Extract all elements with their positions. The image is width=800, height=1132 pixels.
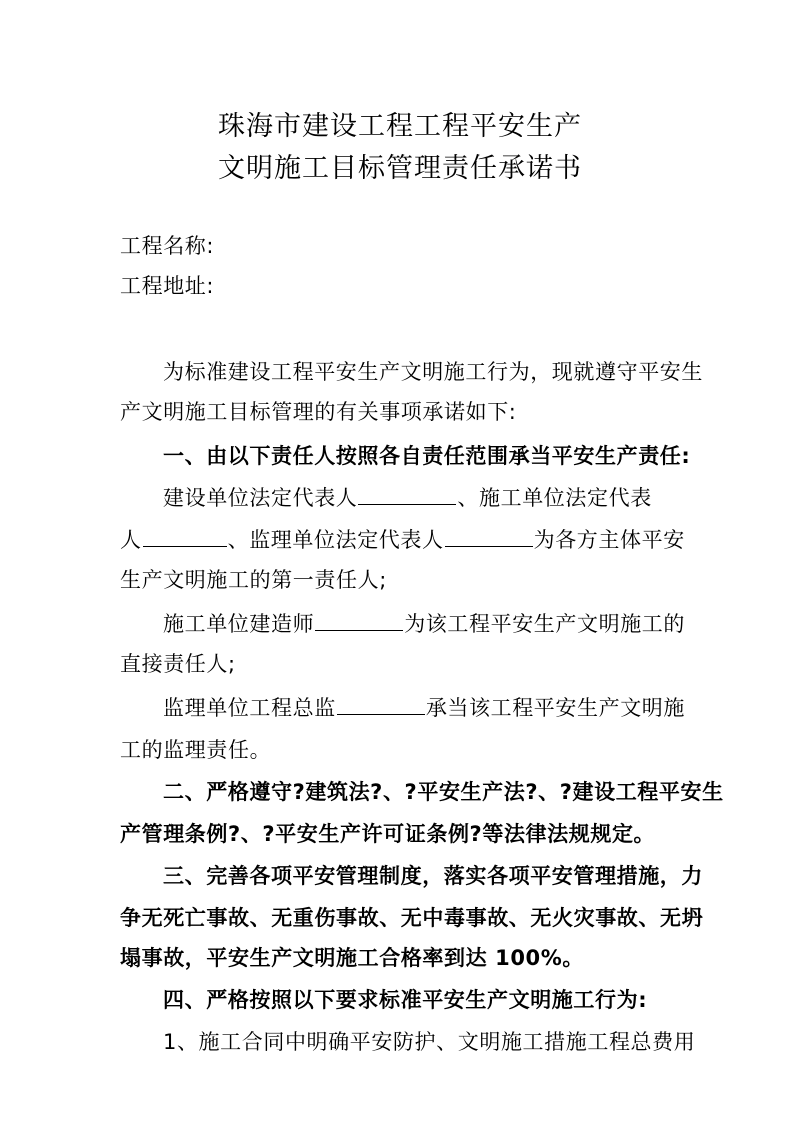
document-title-line-2: 文明施工目标管理责任承诺书 bbox=[218, 153, 582, 184]
section-1-para-2-line-1 bbox=[163, 608, 763, 638]
contractor-builder-label: 施工单位建造师 bbox=[163, 612, 315, 636]
contractor-legal-rep-label-end: 人 bbox=[120, 528, 142, 552]
section-2-line-1: 二、严格遵守?建筑法?、?平安生产法?、?建设工程平安生 bbox=[163, 780, 724, 804]
project-address-label: 工程地址: bbox=[120, 274, 215, 298]
section-1-para-1-line-3: 生产文明施工的第一责任人; bbox=[120, 568, 387, 592]
supervisor-legal-rep-blank bbox=[445, 526, 533, 547]
project-name-label: 工程名称: bbox=[120, 234, 215, 258]
intro-paragraph-line-1: 为标准建设工程平安生产文明施工行为，现就遵守平安生 bbox=[163, 360, 703, 384]
section-3-line-1: 三、完善各项平安管理制度，落实各项平安管理措施，力 bbox=[163, 864, 703, 888]
section-3-line-2: 争无死亡事故、无重伤事故、无中毒事故、无火灾事故、无坍 bbox=[120, 906, 704, 930]
supervisor-legal-rep-label: 、监理单位法定代表人 bbox=[227, 528, 444, 552]
construction-legal-rep-label: 建设单位法定代表人 bbox=[163, 486, 358, 510]
section-1-heading: 一、由以下责任人按照各自责任范围承当平安生产责任: bbox=[163, 444, 691, 468]
chief-supervisor-blank bbox=[337, 694, 425, 715]
section-2-line-2: 产管理条例?、?平安生产许可证条例?等法律法规规定。 bbox=[120, 822, 656, 846]
section-3-line-3: 塌事故，平安生产文明施工合格率到达 100%。 bbox=[120, 946, 584, 970]
direct-responsible-text: 为该工程平安生产文明施工的 bbox=[404, 612, 686, 636]
intro-paragraph-line-2: 产文明施工目标管理的有关事项承诺如下: bbox=[120, 400, 517, 424]
section-4-item-1: 1、施工合同中明确平安防护、文明施工措施工程总费用 bbox=[163, 1030, 696, 1054]
section-1-para-1-line-1 bbox=[163, 482, 763, 512]
section-1-para-2-line-2: 直接责任人; bbox=[120, 652, 236, 676]
supervision-responsibility-text: 承当该工程平安生产文明施 bbox=[425, 696, 686, 720]
chief-supervisor-label: 监理单位工程总监 bbox=[163, 696, 336, 720]
first-responsible-text: 为各方主体平安 bbox=[533, 528, 685, 552]
contractor-legal-rep-blank bbox=[143, 526, 227, 547]
section-1-para-3-line-2: 工的监理责任。 bbox=[120, 738, 272, 762]
section-4-heading: 四、严格按照以下要求标准平安生产文明施工行为: bbox=[163, 988, 648, 1012]
contractor-builder-blank bbox=[315, 610, 403, 631]
section-1-para-3-line-1 bbox=[163, 692, 763, 722]
contractor-legal-rep-label: 、施工单位法定代表 bbox=[457, 486, 652, 510]
construction-legal-rep-blank bbox=[358, 484, 456, 505]
document-title-line-1: 珠海市建设工程工程平安生产 bbox=[218, 111, 582, 142]
section-1-para-1-line-2 bbox=[120, 524, 720, 554]
